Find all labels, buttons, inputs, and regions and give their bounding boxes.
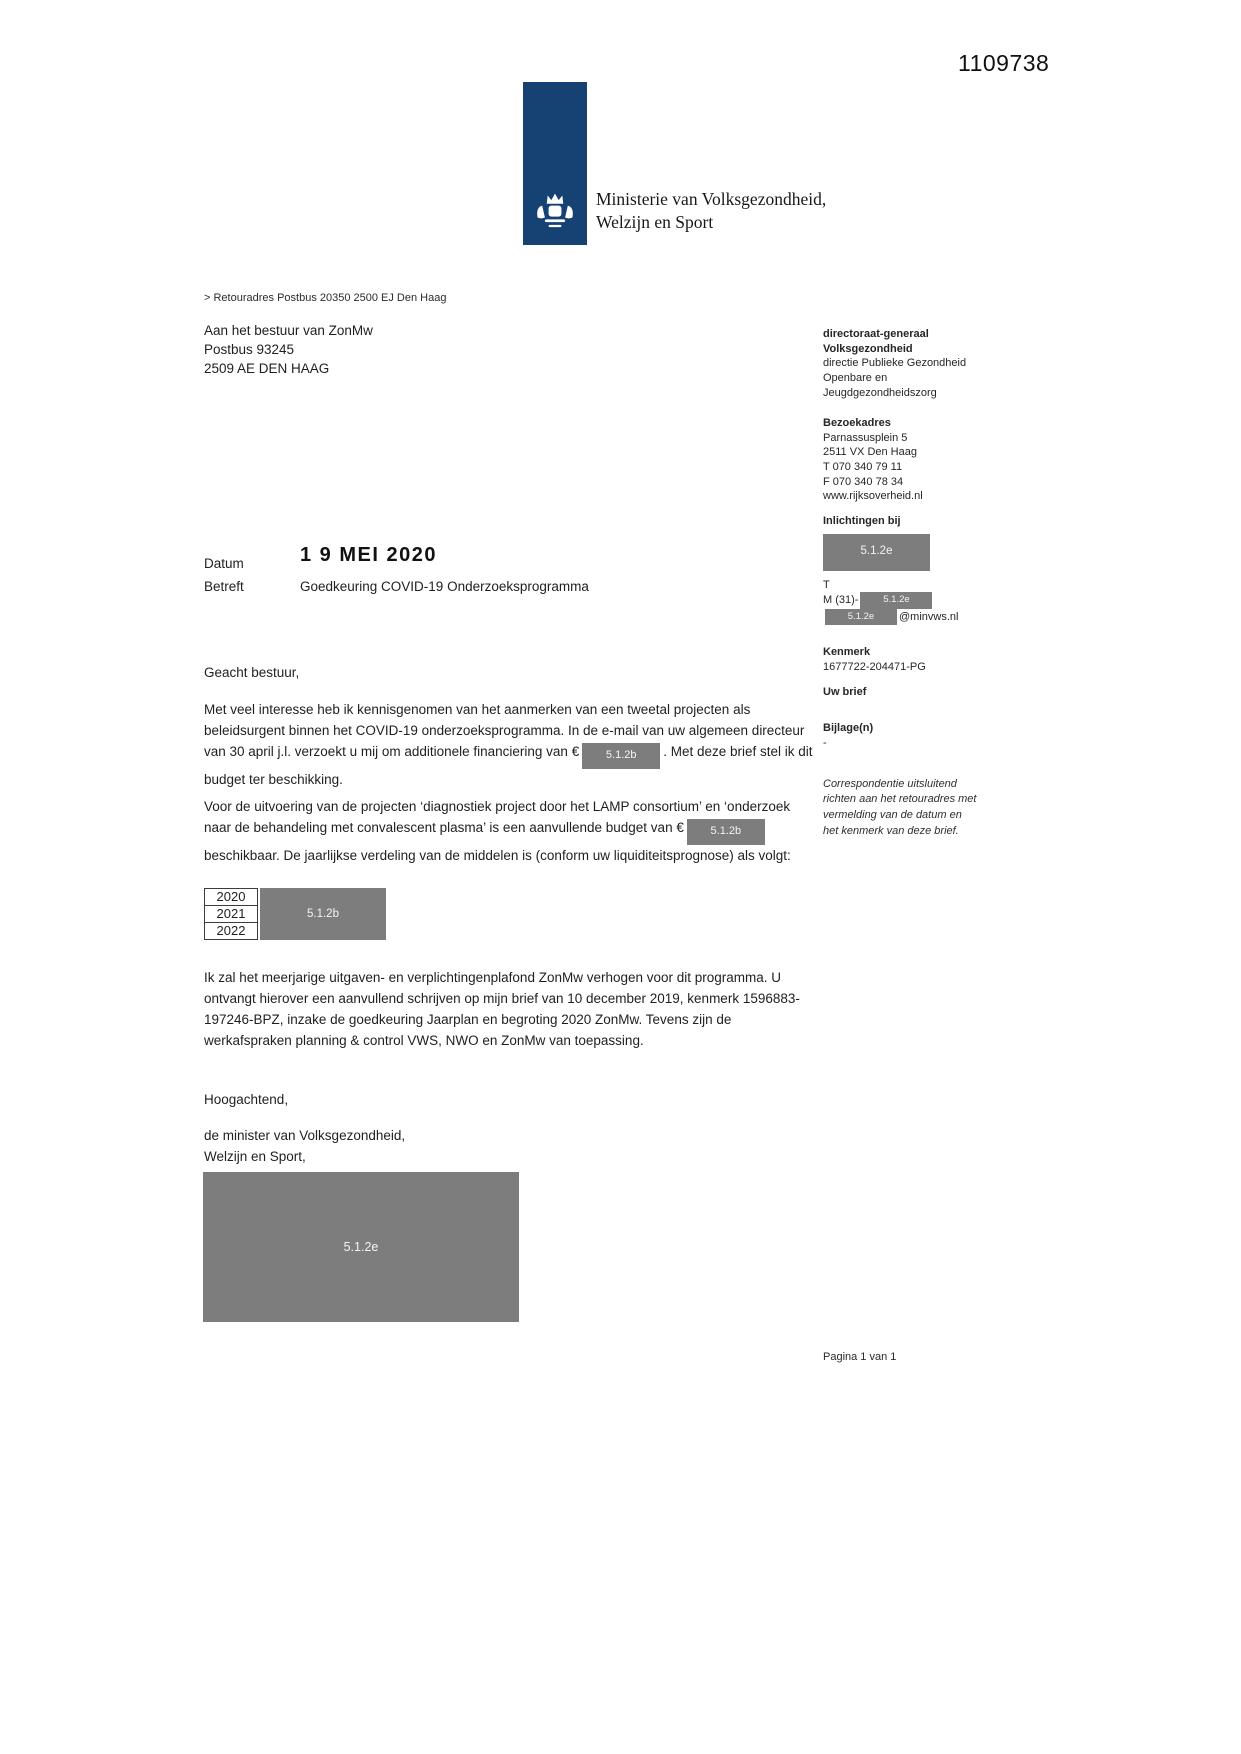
closing-line: de minister van Volksgezondheid, [204,1128,406,1143]
redaction-budget-table: 5.1.2b [260,888,386,940]
redaction-signature: 5.1.2e [203,1172,519,1322]
year-column [204,888,258,940]
kenmerk-value: 1677722-204471-PG [823,661,926,673]
sidebar-directie-line: directie Publieke Gezondheid [823,357,967,370]
bijlage-label: Bijlage(n) [823,722,874,735]
salutation: Geacht bestuur, [204,665,300,680]
redaction-contact-name: 5.1.2e [823,534,930,571]
betreft-value: Goedkeuring COVID-19 Onderzoeksprogramma [300,579,589,594]
bezoekadres-line: T 070 340 79 11 [823,461,903,473]
bezoekadres-line: F 070 340 78 34 [823,475,904,488]
rijksoverheid-logo-bar [523,82,587,245]
bijlage-value: - [823,736,827,749]
ministry-name-line2: Welzijn en Sport [596,212,714,233]
sidebar-contact-block [823,327,1003,840]
redaction-email-local: 5.1.2e [825,609,897,626]
paragraph-1-text: Met veel interesse heb ik kennisgenomen van het aanmerken van een tweetal projecten als beleidsurgent binnen het COVID-19 onderzoeksprogramma. In de e-mail van uw algemeen directeur van 30 april j.l. verzoekt u mij om additionele financiering van € [204,702,805,759]
year-cell: 2020 [204,888,258,906]
sidebar-directie-line: Openbare en [823,371,888,384]
mobile-line [823,592,1003,609]
sidebar-directie-line: Jeugdgezondheidszorg [823,386,937,399]
email-domain: @minvws.nl [899,610,959,623]
mobile-prefix: M (31)- [823,594,859,607]
year-cell: 2021 [204,905,258,923]
redaction-budget-2: 5.1.2b [687,819,765,845]
bezoekadres-label: Bezoekadres [823,417,891,430]
datum-label: Datum [204,556,244,571]
retouradres-line: > Retouradres Postbus 20350 2500 EJ Den Haag [204,292,447,304]
redaction-mobile-number: 5.1.2e [860,592,932,609]
paragraph-3: Ik zal het meerjarige uitgaven- en verplichtingenplafond ZonMw verhogen voor dit programma. U ontvangt hierover een aanvullend schrijven op mijn brief van 10 december 2019, kenmerk 1596883-197246-BPZ, inzake de goedkeuring Jaarplan en begroting 2020 ZonMw. Tevens zijn de werkafspraken planning & control VWS, NWO en ZonMw van toepassing. [204,970,800,1048]
email-line [823,609,1003,626]
betreft-label: Betreft [204,579,244,594]
paragraph-2-text: Voor de uitvoering van de projecten ‘diagnostiek project door het LAMP consortium’ en ‘onderzoek naar de behandeling met convalescent plasma’ is een aanvullende budget van € [204,799,791,835]
redaction-budget-1: 5.1.2b [582,743,660,769]
bezoekadres-line: Parnassusplein 5 [823,431,908,444]
correspondence-note: Correspondentie uitsluitend richten aan het retouradres met vermelding van de datum en het kenmerk van deze brief. [823,777,977,838]
document-number: 1109738 [958,50,1050,76]
date-stamp: 1 9 MEI 2020 [300,544,437,566]
paragraph-2 [204,796,818,866]
kenmerk-label: Kenmerk [823,646,871,659]
year-cell: 2022 [204,922,258,940]
sidebar-dg-line: Volksgezondheid [823,342,913,355]
recipient-line: Postbus 93245 [204,342,295,358]
paragraph-1-text: . Met deze brief stel ik dit budget ter beschikking. [204,744,813,787]
bezoekadres-line: 2511 VX Den Haag [823,446,917,459]
uw-brief-label: Uw brief [823,685,867,698]
recipient-line: Aan het bestuur van ZonMw [204,323,373,338]
paragraph-2-text: beschikbaar. De jaarlijkse verdeling van de middelen is (conform uw liquiditeitsprognose) als volgt: [204,848,791,863]
coat-of-arms-icon [533,191,577,233]
ministry-name-line1: Ministerie van Volksgezondheid, [596,189,827,209]
paragraph-1 [204,699,818,790]
website-url: www.rijksoverheid.nl [823,490,923,503]
closing-line: Welzijn en Sport, [204,1149,306,1164]
ministry-name [596,188,826,234]
budget-year-table [204,888,386,940]
inlichtingen-label: Inlichtingen bij [823,514,901,527]
sidebar-dg-line: directoraat-generaal [823,328,929,340]
recipient-address [204,321,373,378]
page-number: Pagina 1 van 1 [823,1351,897,1363]
phone-t-label: T [823,578,830,591]
closing-salute: Hoogachtend, [204,1092,289,1107]
recipient-line: 2509 AE DEN HAAG [204,361,330,377]
